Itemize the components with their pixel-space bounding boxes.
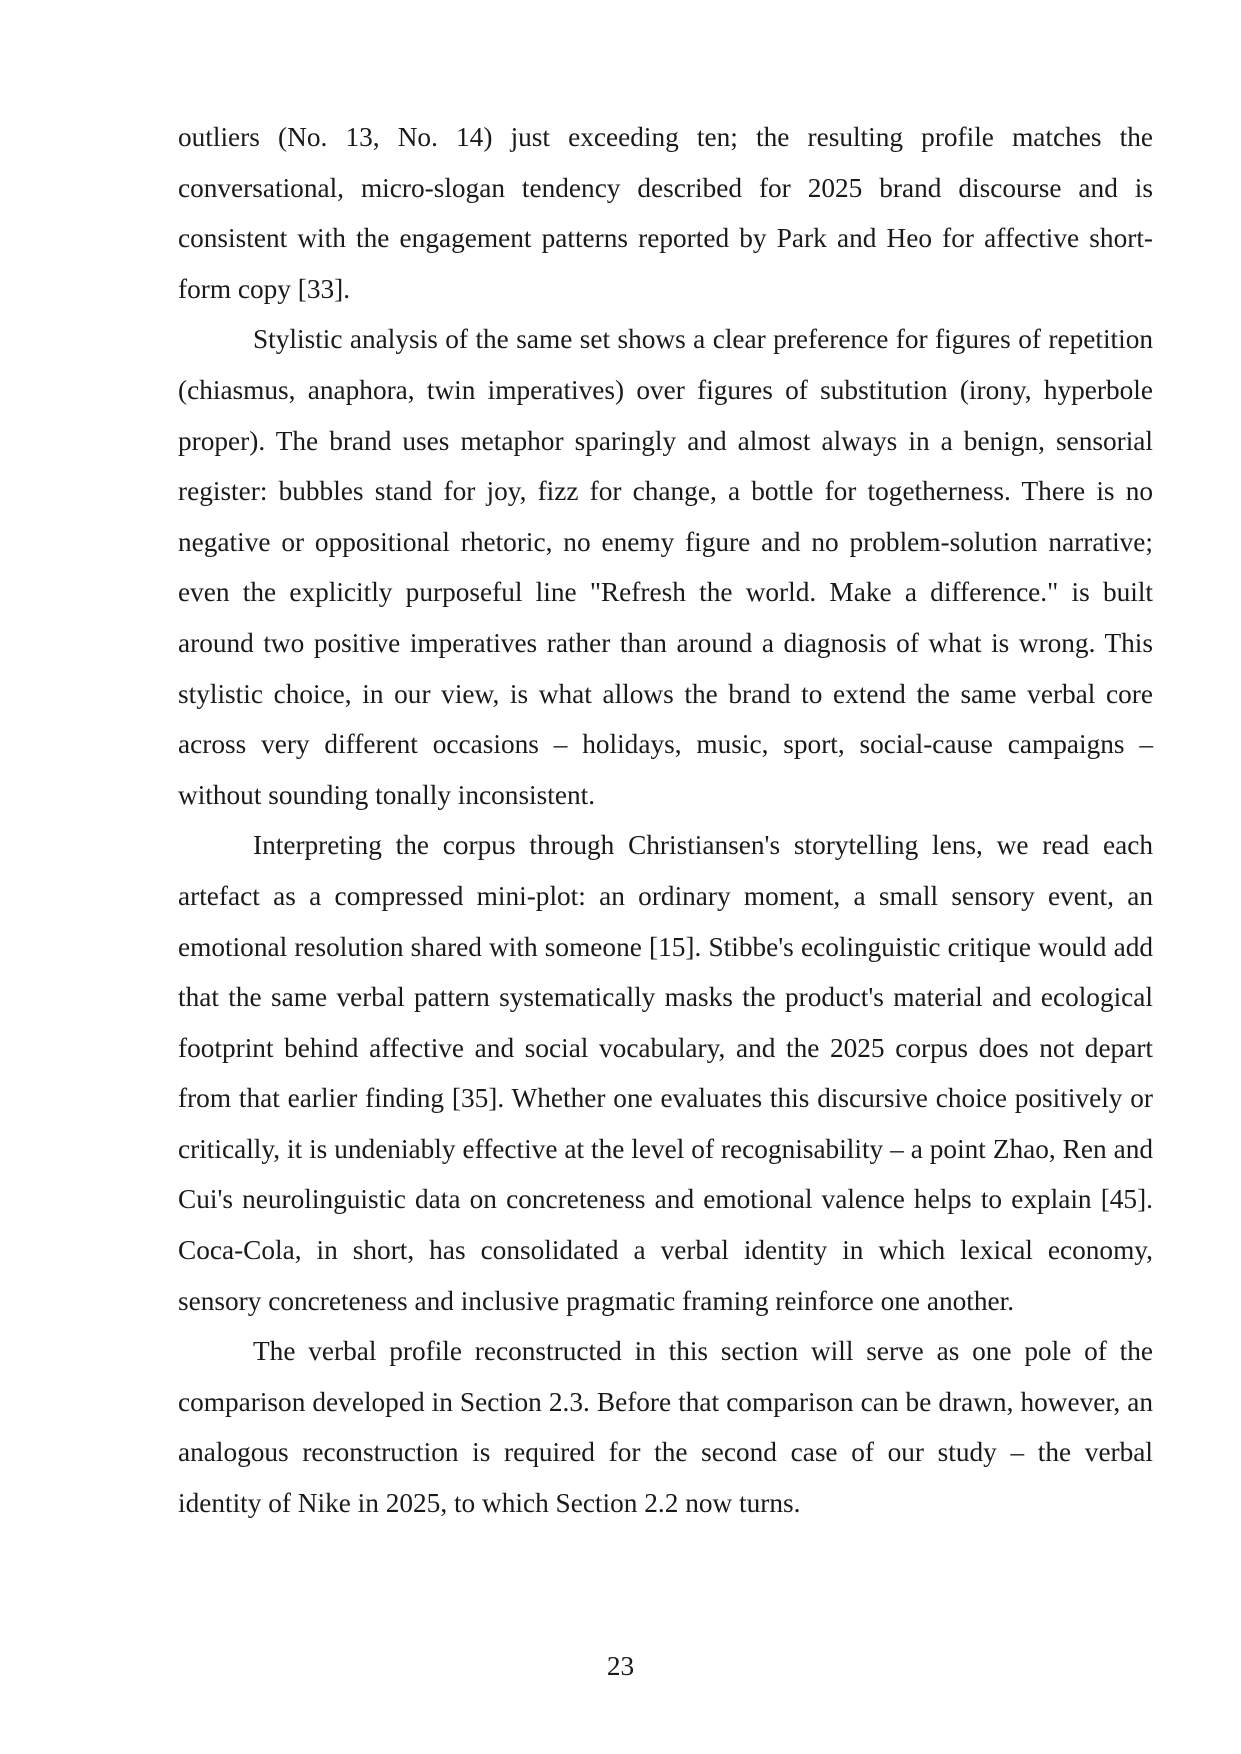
page-number: 23	[606, 1651, 635, 1681]
paragraph-2: Stylistic analysis of the same set shows a clear preference for figures of repetition (chiasmus, anaphora, twin imperatives) over figures of substitution (irony, hyperbole proper). The brand uses metaphor sparingly and almost always in a benign, sensorial register: bubbles stand for joy, fizz for change, a bottle for togetherness. There is no negative or oppositional rhetoric, no enemy figure and no problem-solution narrative; even the explicitly purposeful line "Refresh the world. Make a difference." is built around two positive imperatives rather than around a diagnosis of what is wrong. This stylistic choice, in our view, is what allows the brand to extend the same verbal core across very different occasions – holidays, music, sport, social-cause campaigns – without sounding tonally inconsistent.	[178, 324, 1153, 810]
paragraph-1: outliers (No. 13, No. 14) just exceeding ten; the resulting profile matches the conversational, micro-slogan tendency described for 2025 brand discourse and is consistent with the engagement patterns reported by Park and Heo for affective short-form copy [33].	[178, 122, 1153, 304]
paragraph-3: Interpreting the corpus through Christiansen's storytelling lens, we read each artefact as a compressed mini-plot: an ordinary moment, a small sensory event, an emotional resolution shared with someone [15]. Stibbe's ecolinguistic critique would add that the same verbal pattern systematically masks the product's material and ecological footprint behind affective and social vocabulary, and the 2025 corpus does not depart from that earlier finding [35]. Whether one evaluates this discursive choice positively or critically, it is undeniably effective at the level of recognisability – a point Zhao, Ren and Cui's neurolinguistic data on concreteness and emotional valence helps to explain [45]. Coca-Cola, in short, has consolidated a verbal identity in which lexical economy, sensory concreteness and inclusive pragmatic framing reinforce one another.	[178, 830, 1153, 1316]
paragraph-4: The verbal profile reconstructed in this section will serve as one pole of the comparison developed in Section 2.3. Before that comparison can be drawn, however, an analogous reconstruction is required for the second case of our study – the verbal identity of Nike in 2025, to which Section 2.2 now turns.	[178, 1336, 1153, 1519]
page-body	[178, 112, 1153, 1529]
